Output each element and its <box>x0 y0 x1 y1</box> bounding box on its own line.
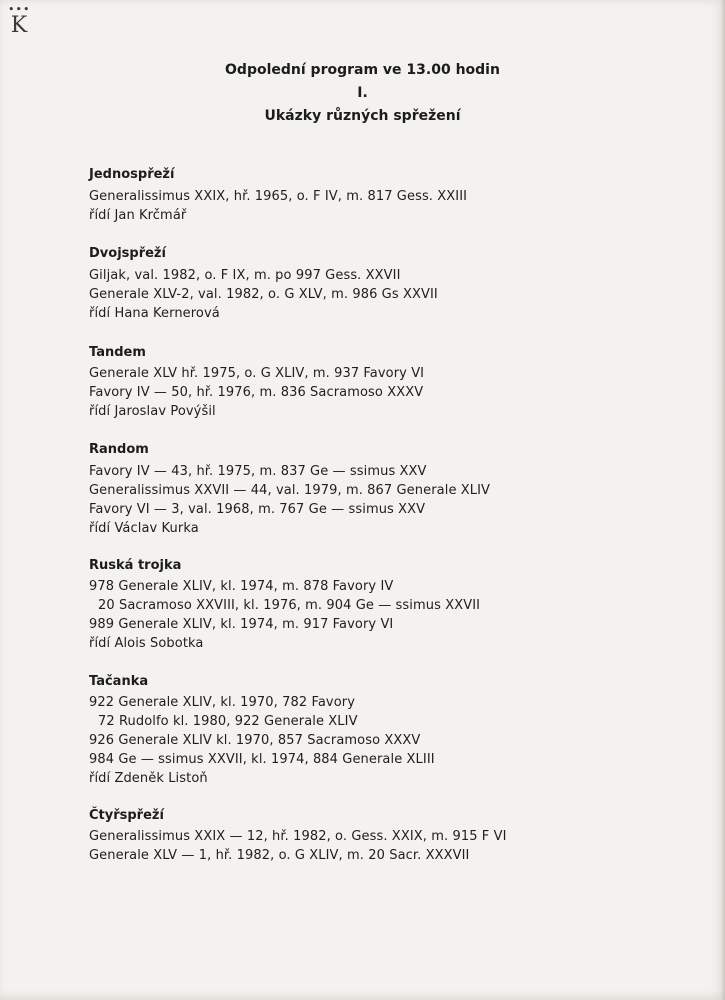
page-edge-shadow <box>721 0 725 1000</box>
section-title-tacanka: Tačanka <box>89 674 149 689</box>
section-driver: řídí Hana Kernerová <box>89 306 220 321</box>
logo <box>8 3 36 46</box>
section-line: Generalissimus XXVII — 44, val. 1979, m. 867 Generale XLIV <box>89 483 491 498</box>
section-line: Giljak, val. 1982, o. F IX, m. po 997 Gess. XXVII <box>89 268 401 283</box>
section-line: Favory IV — 43, hř. 1975, m. 837 Ge — ssimus XXV <box>89 464 427 479</box>
program-numeral: I. <box>357 85 368 101</box>
section-title-random: Random <box>89 442 149 457</box>
section-line: Generale XLV — 1, hř. 1982, o. G XLIV, m. 20 Sacr. XXXVII <box>89 848 470 863</box>
section-line: 926 Generale XLIV kl. 1970, 857 Sacramoso XXXV <box>89 733 421 748</box>
section-title-ruska-trojka: Ruská trojka <box>89 558 182 573</box>
section-line: 20 Sacramoso XXVIII, kl. 1976, m. 904 Ge — ssimus XXVII <box>98 598 481 613</box>
section-line: 978 Generale XLIV, kl. 1974, m. 878 Favory IV <box>89 579 394 594</box>
logo-letter: K <box>10 13 28 38</box>
section-line: Favory VI — 3, val. 1968, m. 767 Ge — ssimus XXV <box>89 502 426 517</box>
section-driver: řídí Jan Krčmář <box>89 208 187 223</box>
section-title-dvojsprezi: Dvojspřeží <box>89 246 166 261</box>
section-line: Generalissimus XXIX, hř. 1965, o. F IV, m. 817 Gess. XXIII <box>89 189 468 204</box>
section-title-tandem: Tandem <box>89 345 146 360</box>
section-driver: řídí Alois Sobotka <box>89 636 204 651</box>
logo-dots: ••• <box>8 3 31 16</box>
section-line: Favory IV — 50, hř. 1976, m. 836 Sacramoso XXXV <box>89 385 424 400</box>
program-subheading: Ukázky různých spřežení <box>264 108 461 124</box>
section-driver: řídí Zdeněk Listoň <box>89 771 208 786</box>
section-line: 922 Generale XLIV, kl. 1970, 782 Favory <box>89 695 355 710</box>
section-line: 984 Ge — ssimus XXVII, kl. 1974, 884 Generale XLIII <box>89 752 435 767</box>
section-driver: řídí Václav Kurka <box>89 521 199 536</box>
program-heading: Odpolední program ve 13.00 hodin <box>225 62 500 78</box>
section-line: 72 Rudolfo kl. 1980, 922 Generale XLIV <box>98 714 358 729</box>
section-line: Generale XLV hř. 1975, o. G XLIV, m. 937 Favory VI <box>89 366 425 381</box>
section-title-jednosprezi: Jednospřeží <box>89 167 175 182</box>
section-line: 989 Generale XLIV, kl. 1974, m. 917 Favory VI <box>89 617 394 632</box>
section-driver: řídí Jaroslav Povýšil <box>89 404 216 419</box>
section-line: Generalissimus XXIX — 12, hř. 1982, o. Gess. XXIX, m. 915 F VI <box>89 829 507 844</box>
section-title-ctyrsprezi: Čtyřspřeží <box>89 808 164 823</box>
section-line: Generale XLV-2, val. 1982, o. G XLV, m. 986 Gs XXVII <box>89 287 438 302</box>
